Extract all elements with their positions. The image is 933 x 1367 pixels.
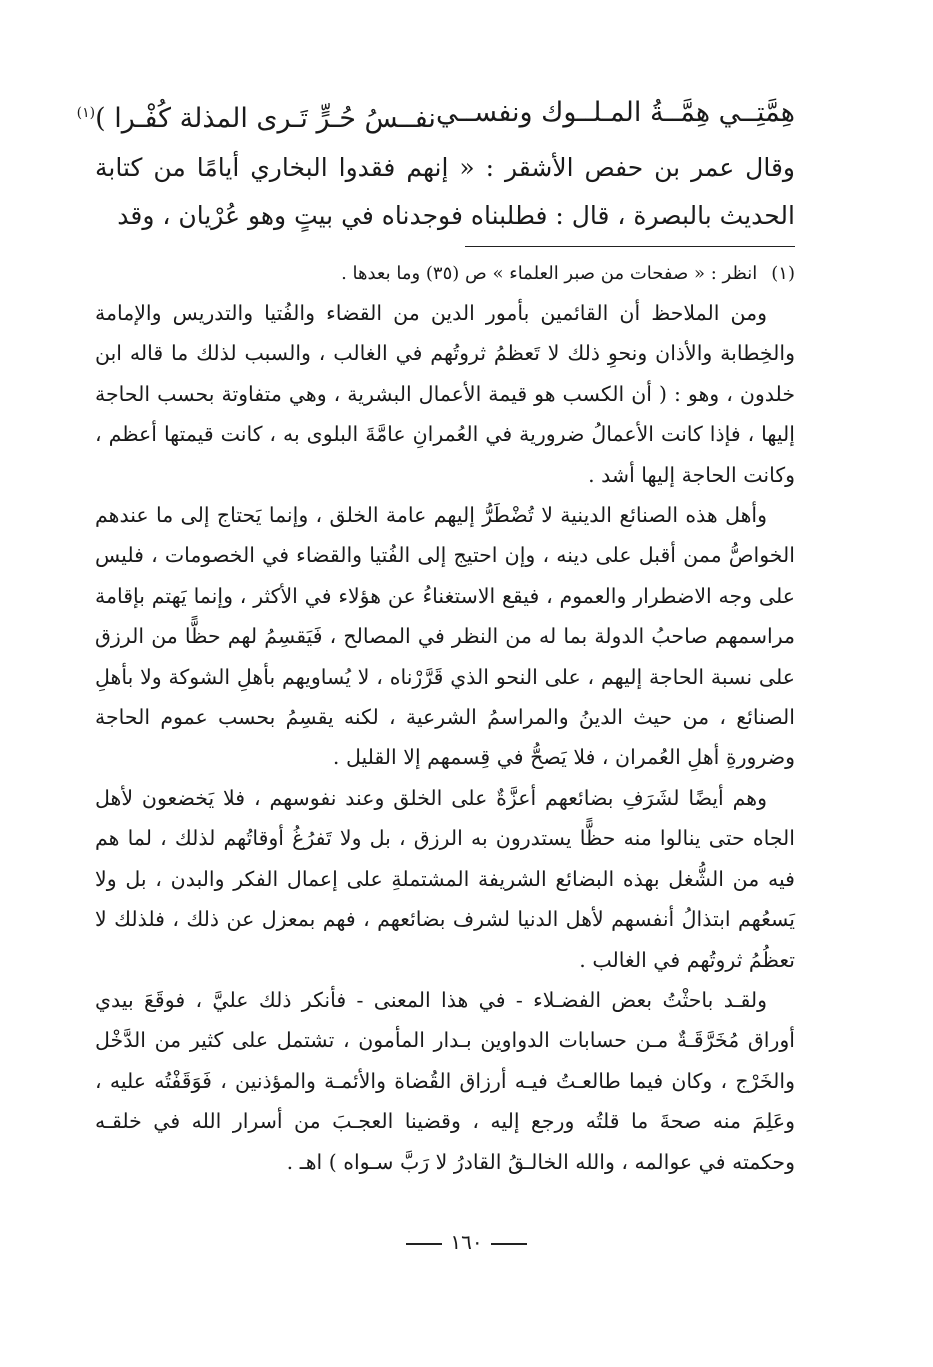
page-number-dash-left bbox=[406, 1243, 442, 1245]
main-paragraph: وقال عمر بن حفص الأشقر : « إنهم فقدوا البخاري أيامًا من كتابة الحديث بالبصرة ، قال : فطلبناه فوجدناه في بيتٍ وهو عُرْيان ، وقد bbox=[95, 153, 795, 230]
verse-first-hemistich: هِمَّتِــي هِمَّــةُ المـلــوك ونفســي bbox=[435, 97, 795, 128]
poetry-verse bbox=[76, 88, 795, 144]
verse-second-hemistich-text: نفــسُ حُـرٍّ تَـرى المذلة كُفْـرا ) bbox=[95, 103, 436, 134]
footnote-text: انظر : « صفحات من صبر العلماء » ص (٣٥) وما بعدها . bbox=[341, 263, 758, 284]
footnote-separator bbox=[465, 246, 795, 247]
footnote-number: (١) bbox=[771, 263, 795, 284]
verse-second-hemistich bbox=[77, 88, 436, 144]
commentary-paragraph-2: وأهل هذه الصنائع الدينية لا تُضْطَرُّ إليهم عامة الخلق ، وإنما يَحتاج إلى ما عندهم الخواصُّ ممن أقبل على دينه ، وإن احتيج إلى الفُتيا والقضاء في الخصومات ، فليس على وجه الاضطرار والعموم ، فيقع الاستغناءُ عن هؤلاء في الأكثر ، وإنما يَهتم بإقامة مراسمهم صاحبُ الدولة بما له من النظر في المصالح ، فَيَقسِمُ لهم حظًّا من الرزق على نسبة الحاجة إليهم ، على النحو الذي قَرَّرْناه ، لا يُساويهم بأهلِ الشوكة ولا بأهلِ الصنائع ، من حيث الدينُ والمراسمُ الشرعية ، لكنه يقسِمُ بحسب عموم الحاجة وضرورةِ أهلِ العُمران ، فلا يَصحُّ في قِسمهم إلا القليل . bbox=[95, 503, 795, 770]
page-number: ١٦٠ bbox=[450, 1230, 483, 1254]
footnote-marker: (١) bbox=[76, 105, 96, 121]
page-number-dash-right bbox=[491, 1243, 527, 1245]
book-page bbox=[76, 80, 795, 1182]
commentary-paragraph-3: وهم أيضًا لشَرَفِ بضائعهم أعزَّةٌ على الخلق وعند نفوسهم ، فلا يَخضعون لأهل الجاه حتى ينالوا منه حظًّا يستدرون به الرزق ، بل ولا تَفرُغُ أوقاتُهم لذلك ، لما هم فيه من الشُّغل بهذه البضائع الشريفة المشتملةِ على إعمال الفكر والبدن ، بل ولا يَسعُهم ابتذالُ أنفسهم لأهل الدنيا لشرف بضائعهم ، فهم بمعزل عن ذلك ، فلذلك لا تعظُمُ ثروتُهم في الغالب . bbox=[95, 785, 795, 972]
commentary-paragraph-4: ولقـد باحثْتُ بعض الفضـلاء - في هذا المعنى - فأنكر ذلك عليَّ ، فوقَعَ بيدي أوراق مُخَرَّقَـةٌ مـن حسابات الدواوين بـدار المأمون ، تشتمل على كثير من الدَّخْل والخَرْج ، وكان فيما طالعـتُ فيـه أرزاق القُضاة والأئمـة والمؤذنين ، فَوَقَفْتُه عليه ، وعَلِمَ منه صحةَ ما قلتُه ورجع إليه ، وقضينا العجـبَ من أسرار الله في خلقـه وحكمته في عوالمه ، والله الخالـقُ القادرُ لا رَبَّ سـواه ) اهـ . bbox=[95, 987, 795, 1174]
commentary-paragraph-1: ومن الملاحظ أن القائمين بأمور الدين من القضاء والفُتيا والتدريس والإمامة والخِطابة والأذان ونحوِ ذلك لا تَعظمُ ثروتُهم في الغالب ، والسبب لذلك ما قاله ابن خلدون ، وهو : ( أن الكسب هو قيمة الأعمال البشرية ، وهي متفاوتة بحسب الحاجة إليها ، فإذا كانت الأعمالُ ضرورية في العُمرانِ عامَّةَ البلوى به ، كانت قيمتها أعظم ، وكانت الحاجة إليها أشد . bbox=[95, 301, 795, 487]
page-number-footer bbox=[0, 1230, 933, 1254]
footnote bbox=[95, 257, 795, 291]
